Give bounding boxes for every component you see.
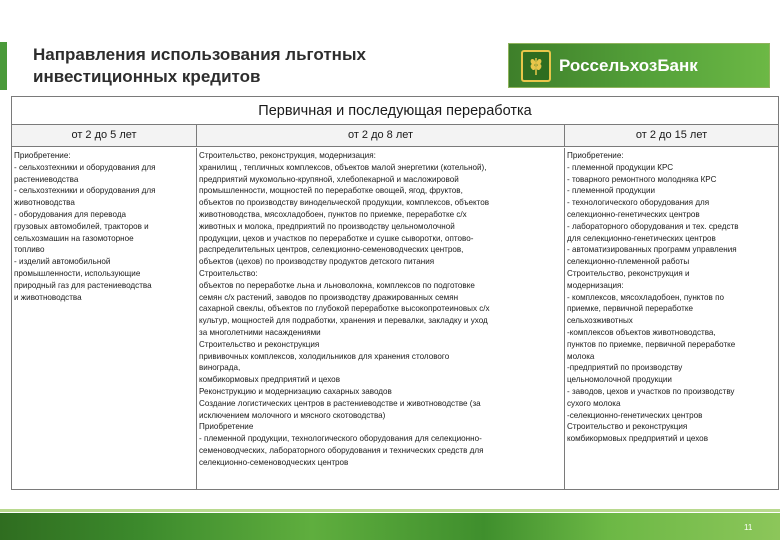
- column-text-line: Строительство и реконструкция: [199, 339, 320, 349]
- column-body-2-5-years: [12, 148, 197, 489]
- column-text-line: винограда,: [199, 363, 241, 373]
- column-text-line: комбикормовых предприятий и цехов: [567, 434, 708, 444]
- column-text-line: распределительных центров, селекционно-семеноводческих центров,: [199, 245, 464, 255]
- page-number: 11: [744, 523, 753, 532]
- column-text-line: пунктов по приемке, первичной переработке: [567, 339, 736, 349]
- column-text-line: - автоматизированных программ управления: [567, 245, 737, 255]
- column-text-line: Приобретение:: [14, 151, 71, 160]
- credit-directions-table: [11, 96, 779, 490]
- title-accent-bar: [0, 42, 7, 90]
- table-column-headers: [12, 125, 778, 147]
- column-body-2-15-years: [565, 148, 778, 489]
- column-text-line: приемке, первичной переработке: [567, 304, 693, 314]
- column-text-line: объектов (цехов) по производству продуктов детского питания: [199, 257, 435, 267]
- page-title-line-1: Направления использования льготных: [33, 45, 366, 64]
- column-text-line: природный газ для растениеводства: [14, 280, 152, 290]
- column-text-line: растениеводства: [14, 174, 79, 184]
- column-text-line: - лабораторного оборудования и тех. средств: [567, 221, 739, 231]
- column-text-line: Строительство, реконструкция и: [567, 268, 690, 278]
- logo-text: РоссельхозБанк: [559, 55, 698, 75]
- column-text-line: сельхозживотных: [567, 316, 633, 326]
- column-text-line: - племенной продукции: [567, 186, 656, 196]
- column-text-line: семеноводческих, лабораторного оборудования и технических средств для: [199, 445, 484, 455]
- column-text-line: - оборудования для перевода: [14, 209, 127, 219]
- column-text-line: предприятий мукомольно-крупяной, хлебопекарной и масложировой: [199, 174, 459, 184]
- column-text-line: -предприятий по производству: [567, 363, 683, 373]
- column-text-line: селекционно-племенной работы: [567, 257, 690, 267]
- column-text-line: грузовых автомобилей, тракторов и: [14, 221, 149, 231]
- column-text-line: -селекционно-генетических центров: [567, 410, 703, 420]
- column-text-line: и животноводства: [14, 292, 82, 302]
- column-text-line: Реконструкцию и модернизацию сахарных заводов: [199, 386, 392, 396]
- column-header-2-8-years: от 2 до 8 лет: [197, 125, 565, 146]
- column-header-2-15-years: от 2 до 15 лет: [635, 129, 708, 141]
- column-text-line: животноводства: [14, 198, 75, 208]
- column-text-line: сахарной свеклы, объектов по глубокой переработке высокопротеиновых с/х: [199, 304, 490, 314]
- table-heading: Первичная и последующая переработка: [12, 97, 778, 125]
- wheat-emblem-icon: [521, 50, 551, 82]
- footer-bar: [0, 513, 780, 540]
- column-text-line: сельхозмашин на газомоторное: [14, 233, 134, 243]
- column-text-line: Строительство:: [199, 268, 258, 278]
- column-text-line: культур, мощностей для подработки, хранения и перевалки, закладку и уход: [199, 316, 488, 326]
- column-text-line: - изделий автомобильной: [14, 257, 111, 267]
- column-text-line: молока: [567, 351, 595, 361]
- column-text-line: - товарного ремонтного молодняка КРС: [567, 174, 717, 184]
- column-text-line: - технологического оборудования для: [567, 198, 710, 208]
- column-text-line: животноводства, мясохладобоен, пунктов по приемке, переработке с/х: [199, 209, 467, 219]
- column-text-line: - сельхозтехники и оборудования для: [14, 186, 156, 196]
- page-title-line-2: инвестиционных кредитов: [33, 67, 261, 86]
- column-text-line: промышленности, мощностей по переработке овощей, ягод, фруктов,: [199, 186, 463, 196]
- column-header-2-5-years: от 2 до 5 лет: [12, 125, 197, 146]
- column-text-line: топливо: [14, 245, 45, 255]
- column-text-line: исключением молочного и мясного скотоводства): [199, 410, 386, 420]
- column-text-line: Строительство, реконструкция, модернизация:: [199, 151, 376, 160]
- column-text-line: для селекционно-генетических центров: [567, 233, 716, 243]
- column-text-line: Приобретение: [199, 422, 254, 432]
- column-text-line: комбикормовых предприятий и цехов: [199, 375, 340, 385]
- column-text-line: животных и молока, предприятий по производству цельномолочной: [199, 221, 455, 231]
- column-text-line: - сельхозтехники и оборудования для: [14, 162, 156, 172]
- column-text-line: цельномолочной продукции: [567, 375, 672, 385]
- column-text-line: - заводов, цехов и участков по производству: [567, 386, 735, 396]
- column-body-2-8-years: [197, 148, 565, 489]
- column-text-line: - комплексов, мясохладобоен, пунктов по: [567, 292, 724, 302]
- column-text-line: - племенной продукции, технологического оборудования для селекционно-: [199, 434, 482, 444]
- column-text-line: продукции, цехов и участков по переработке и сушке сыворотки, оптово-: [199, 233, 474, 243]
- column-text-line: Приобретение:: [567, 151, 624, 160]
- column-text-line: селекционно-семеноводческих центров: [199, 457, 349, 467]
- column-text-line: прививочных комплексов, холодильников для хранения столового: [199, 351, 450, 361]
- column-text-line: модернизация:: [567, 280, 624, 290]
- column-text-line: Создание логистических центров в растениеводстве и животноводстве (за: [199, 398, 481, 408]
- column-text-line: объектов по переработке льна и льноволокна, комплексов по подготовке: [199, 280, 475, 290]
- column-text-line: объектов по производству винодельческой продукции, комплексов, объектов: [199, 198, 490, 208]
- page-title: [33, 44, 473, 88]
- column-text-line: хранилищ , тепличных комплексов, объектов малой энергетики (котельной),: [199, 162, 487, 172]
- column-text-line: - племенной продукции КРС: [567, 162, 674, 172]
- column-text-line: сухого молока: [567, 398, 621, 408]
- column-text-line: промышленности, использующие: [14, 268, 141, 278]
- column-text-line: за многолетними насаждениями: [199, 327, 321, 337]
- footer-stripe: [0, 509, 780, 512]
- column-text-line: Строительство и реконструкция: [567, 422, 688, 432]
- column-text-line: -комплексов объектов животноводства,: [567, 327, 716, 337]
- column-text-line: селекционно-генетических центров: [567, 209, 700, 219]
- column-text-line: семян с/х растений, заводов по производству дражированных семян: [199, 292, 459, 302]
- bank-logo: [508, 43, 770, 88]
